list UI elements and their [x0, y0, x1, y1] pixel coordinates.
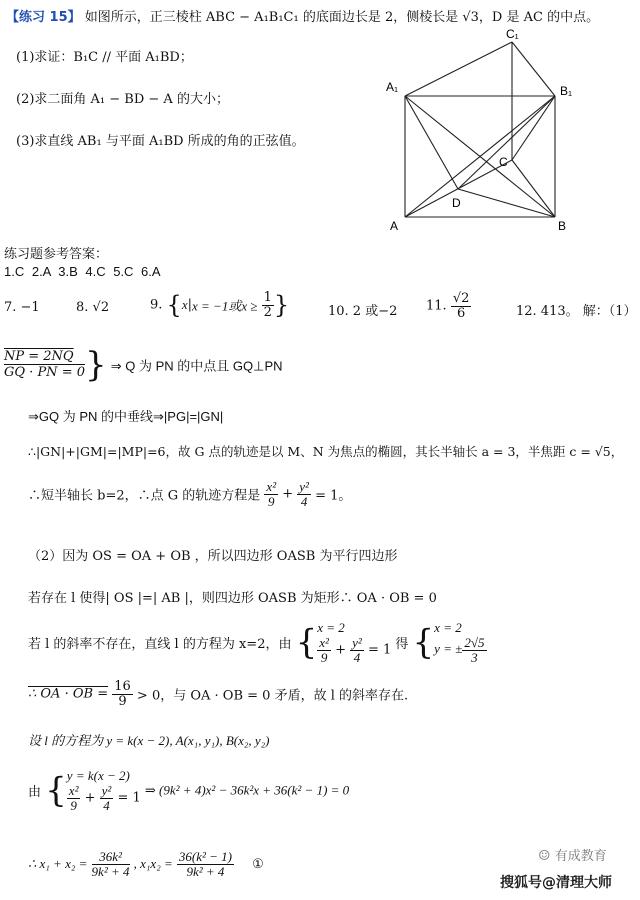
label-b: B — [558, 219, 567, 233]
line-cb1 — [512, 96, 555, 160]
answer-8: 8. √2 — [76, 300, 110, 315]
vector-eq-2: GQ · PN = 0 — [4, 365, 85, 380]
answer-9-set: x = −1或x ≥ — [192, 298, 258, 314]
answers-heading: 练习题参考答案： — [4, 247, 109, 262]
solution-system-1: $\frac{NP = 2NQ}{GQ \cdot PN = 0}$ } ⇒ Q 为 PN 的中点且 GQ⊥PN — [4, 345, 283, 385]
solution-line-2: ⇒GQ 为 PN 的中垂线⇒|PG|=|GN| — [28, 409, 224, 424]
label-a1: A₁ — [386, 80, 399, 94]
solution-line-7: 若 l 的斜率不存在，直线 l 的方程为 x=2，由 { x = 2 $\frac{\text{x²}}{9}$ + $\frac{\text{y²}}{4}$ = 1 得 { x = 2 y = ± $\frac{2√5}{3}$ — [28, 620, 485, 665]
line-db1 — [458, 96, 555, 189]
edge-c1b1 — [512, 42, 555, 96]
brand-icon: ☺ — [538, 848, 551, 864]
question-2: (2)求二面角 A₁ − BD − A 的大小； — [16, 92, 229, 107]
solution-line-8: ∴ OA · OB = $\frac{16}{9}$ > 0，与 OA · OB = 0 矛盾，故 l 的斜率存在. — [28, 679, 409, 709]
label-c: C — [499, 155, 508, 169]
label-d: D — [452, 196, 461, 210]
answer-8-value: √2 — [92, 300, 110, 315]
vector-eq-1: NP = 2NQ — [4, 348, 74, 364]
answer-12: 12. 413。 解：（1） — [516, 304, 637, 319]
solution-line-1: ⇒ Q 为 PN 的中点且 GQ⊥PN — [110, 358, 283, 374]
watermark-brand: ☺ 有成教育 — [538, 848, 607, 864]
answer-9: 9. {x|x = −1或x ≥ $\frac{1}{2}$ } — [150, 290, 290, 320]
answer-11: 11. $\frac{√2}{6}$ — [426, 291, 470, 321]
label-a: A — [390, 219, 399, 233]
question-3: (3)求直线 AB₁ 与平面 A₁BD 所成的角的正弦值。 — [16, 134, 305, 149]
solution-line-4: ∴短半轴长 b=2，∴点 G 的轨迹方程是 $\frac{\text{x²}}{9}$ + $\frac{\text{y²}}{4}$ = 1。 — [28, 479, 352, 509]
solution-line-10: 由 { y = k(x − 2) $\frac{\text{x²}}{9}$ + $\frac{\text{y²}}{4}$ = 1 ⇒ (9k² + 4)x² − 36k²x + 36(k² − 1) = 0 — [28, 768, 350, 813]
exercise-tag: 【练习 15】 — [6, 10, 81, 25]
solution-line-11: ∴ x₁ + x₂ = $\frac{\text{36k²}}{\text{9k² + 4}}$ , x₁x₂ = $\frac{\text{36(k² − 1)}}{\text{9k² + 4}}$ ① — [28, 849, 264, 879]
question-1: (1)求证：B₁C // 平面 A₁BD； — [16, 50, 193, 65]
answers-row1: 1.C 2.A 3.B 4.C 5.C 6.A — [4, 264, 161, 279]
answer-7: 7. −1 — [4, 300, 40, 315]
solution-line-5: （2）因为 OS = OA + OB ，所以四边形 OASB 为平行四边形 — [28, 549, 398, 564]
watermark-source: 搜狐号@清理大师 — [500, 875, 612, 891]
answer-10: 10. 2 或−2 — [328, 304, 398, 319]
prism-figure — [380, 25, 580, 240]
line-a1d — [405, 96, 458, 189]
exercise-header — [6, 6, 599, 25]
solution-line-3: ∴|GN|+|GM|=|MP|=6，故 G 点的轨迹是以 M、N 为焦点的椭圆，其长半轴长 a = 3，半焦距 c = √5， — [28, 444, 624, 459]
line-db — [458, 189, 555, 217]
exercise-intro: 如图所示，正三棱柱 ABC − A₁B₁C₁ 的底面边长是 2，侧棱长是 √3，D 是 AC 的中点。 — [84, 10, 600, 25]
solution-line-6: 若存在 l 使得| OS |=| AB |，则四边形 OASB 为矩形∴ OA · OB = 0 — [28, 591, 437, 606]
solution-line-9: 设 l 的方程为 y = k(x − 2), A(x₁, y₁), B(x₂, y₂) — [28, 733, 270, 748]
edge-a1c1 — [405, 42, 512, 96]
label-b1: B₁ — [560, 84, 573, 98]
label-c1: C₁ — [506, 27, 519, 41]
edge-cb — [512, 160, 555, 217]
